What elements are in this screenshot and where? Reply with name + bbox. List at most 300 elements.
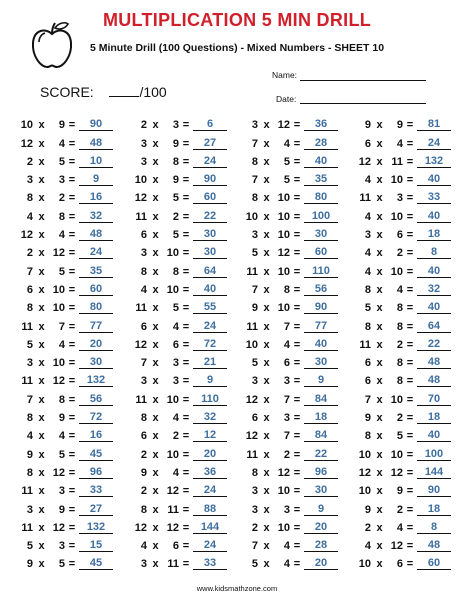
factor-b: 9 (396, 119, 403, 132)
problem-row (18, 223, 113, 241)
factor-a: 8 (364, 320, 371, 333)
answer-field[interactable]: 60 (79, 283, 113, 296)
answer-field[interactable]: 77 (304, 320, 338, 333)
times-sign: x (38, 540, 45, 553)
factor-a: 3 (26, 357, 33, 370)
answer-field[interactable]: 24 (193, 484, 227, 497)
equals-sign: = (68, 393, 76, 406)
factor-a: 3 (364, 229, 371, 242)
answer-field[interactable]: 110 (304, 265, 338, 278)
times-sign: x (376, 320, 383, 333)
answer-field[interactable]: 132 (417, 155, 451, 168)
factor-b: 9 (396, 485, 403, 498)
factor-a: 6 (140, 320, 147, 333)
answer-field[interactable]: 36 (193, 466, 227, 479)
factor-b: 10 (390, 174, 403, 187)
equals-sign: = (293, 174, 301, 187)
equals-sign: = (68, 137, 76, 150)
answer-field[interactable]: 40 (304, 155, 338, 168)
answer-field[interactable]: 40 (193, 283, 227, 296)
factor-b: 4 (283, 338, 290, 351)
name-field[interactable] (300, 80, 426, 81)
factor-b: 4 (58, 338, 65, 351)
factor-b: 5 (58, 448, 65, 461)
problem-row (356, 552, 451, 570)
problem-row (243, 186, 338, 204)
equals-sign: = (68, 302, 76, 315)
answer-field[interactable]: 90 (193, 173, 227, 186)
factor-a: 11 (21, 375, 33, 388)
equals-sign: = (293, 265, 301, 278)
times-sign: x (38, 412, 45, 425)
equals-sign: = (406, 485, 414, 498)
times-sign: x (376, 375, 383, 388)
problem-row (18, 552, 113, 570)
times-sign: x (38, 466, 45, 479)
factor-a: 11 (21, 521, 33, 534)
equals-sign: = (68, 320, 76, 333)
answer-field[interactable]: 96 (304, 466, 338, 479)
answer-field[interactable]: 9 (304, 503, 338, 516)
answer-field[interactable]: 144 (417, 466, 451, 479)
answer-field[interactable]: 33 (79, 484, 113, 497)
factor-a: 7 (26, 265, 33, 278)
problem-row (18, 168, 113, 186)
answer-field[interactable]: 30 (79, 356, 113, 369)
factor-b: 6 (396, 229, 403, 242)
problem-row (243, 479, 338, 497)
answer-field[interactable]: 100 (304, 210, 338, 223)
answer-field[interactable]: 81 (417, 118, 451, 131)
factor-b: 4 (58, 137, 65, 150)
equals-sign: = (293, 521, 301, 534)
problem-row (132, 497, 227, 515)
answer-field[interactable]: 70 (417, 393, 451, 406)
answer-field[interactable]: 10 (79, 155, 113, 168)
times-sign: x (263, 485, 270, 498)
answer-field[interactable]: 22 (417, 338, 451, 351)
answer-field[interactable]: 16 (79, 429, 113, 442)
factor-b: 10 (52, 302, 65, 315)
factor-b: 3 (396, 192, 403, 205)
times-sign: x (152, 448, 159, 461)
factor-a: 8 (26, 192, 33, 205)
factor-a: 6 (364, 137, 371, 150)
factor-a: 2 (251, 521, 258, 534)
times-sign: x (263, 174, 270, 187)
factor-b: 3 (283, 503, 290, 516)
times-sign: x (376, 412, 383, 425)
times-sign: x (152, 485, 159, 498)
answer-field[interactable]: 48 (417, 356, 451, 369)
factor-a: 11 (135, 393, 147, 406)
equals-sign: = (293, 448, 301, 461)
factor-a: 7 (140, 357, 147, 370)
equals-sign: = (406, 412, 414, 425)
equals-sign: = (68, 448, 76, 461)
answer-field[interactable]: 96 (79, 466, 113, 479)
equals-sign: = (182, 338, 190, 351)
factor-b: 8 (396, 375, 403, 388)
equals-sign: = (293, 137, 301, 150)
equals-sign: = (68, 357, 76, 370)
answer-field[interactable]: 64 (417, 320, 451, 333)
factor-b: 4 (283, 558, 290, 571)
answer-field[interactable]: 88 (193, 503, 227, 516)
answer-field[interactable]: 20 (304, 557, 338, 570)
factor-b: 6 (172, 540, 179, 553)
answer-field[interactable]: 9 (304, 374, 338, 387)
answer-field[interactable]: 22 (304, 448, 338, 461)
answer-field[interactable]: 90 (79, 118, 113, 131)
answer-field[interactable]: 40 (417, 429, 451, 442)
factor-b: 6 (172, 338, 179, 351)
answer-field[interactable]: 24 (417, 137, 451, 150)
factor-b: 5 (58, 558, 65, 571)
answer-field[interactable]: 28 (304, 539, 338, 552)
equals-sign: = (68, 119, 76, 132)
times-sign: x (152, 247, 159, 260)
times-sign: x (152, 558, 159, 571)
problem-row (18, 479, 113, 497)
times-sign: x (376, 338, 383, 351)
factor-b: 12 (277, 119, 290, 132)
equals-sign: = (293, 229, 301, 242)
answer-field[interactable]: 45 (79, 448, 113, 461)
problem-row (356, 113, 451, 131)
answer-field[interactable]: 32 (193, 411, 227, 424)
factor-b: 12 (52, 375, 65, 388)
times-sign: x (38, 503, 45, 516)
answer-field[interactable]: 40 (417, 301, 451, 314)
factor-a: 2 (26, 247, 33, 260)
answer-field[interactable]: 9 (193, 374, 227, 387)
times-sign: x (152, 283, 159, 296)
times-sign: x (376, 283, 383, 296)
factor-b: 12 (52, 466, 65, 479)
answer-field[interactable]: 132 (79, 374, 113, 387)
answer-field[interactable]: 132 (79, 521, 113, 534)
answer-field[interactable]: 84 (304, 393, 338, 406)
equals-sign: = (182, 540, 190, 553)
factor-a: 12 (245, 393, 258, 406)
answer-field[interactable]: 72 (193, 338, 227, 351)
equals-sign: = (68, 210, 76, 223)
problem-row (243, 296, 338, 314)
problem-row (243, 314, 338, 332)
answer-field[interactable]: 40 (417, 210, 451, 223)
factor-a: 5 (364, 302, 371, 315)
factor-b: 3 (58, 485, 65, 498)
answer-field[interactable]: 100 (417, 448, 451, 461)
factor-a: 12 (20, 137, 33, 150)
factor-a: 3 (26, 503, 33, 516)
factor-b: 5 (172, 229, 179, 242)
factor-a: 8 (364, 430, 371, 443)
answer-field[interactable]: 60 (193, 191, 227, 204)
answer-field[interactable]: 24 (79, 246, 113, 259)
answer-field[interactable]: 24 (193, 539, 227, 552)
answer-field[interactable]: 72 (79, 411, 113, 424)
factor-b: 7 (283, 320, 290, 333)
date-field[interactable] (300, 103, 426, 104)
answer-field[interactable]: 24 (193, 155, 227, 168)
answer-field[interactable]: 56 (304, 283, 338, 296)
problem-row (356, 131, 451, 149)
factor-a: 4 (364, 174, 371, 187)
factor-a: 3 (140, 137, 147, 150)
problem-row (243, 259, 338, 277)
factor-a: 3 (140, 375, 147, 388)
factor-b: 2 (396, 503, 403, 516)
factor-a: 11 (21, 320, 33, 333)
times-sign: x (376, 521, 383, 534)
times-sign: x (376, 302, 383, 315)
answer-field[interactable]: 32 (417, 283, 451, 296)
problem-row (132, 259, 227, 277)
answer-field[interactable]: 20 (193, 448, 227, 461)
times-sign: x (263, 466, 270, 479)
factor-b: 8 (396, 302, 403, 315)
answer-field[interactable]: 27 (79, 503, 113, 516)
factor-b: 3 (58, 540, 65, 553)
answer-field[interactable]: 56 (79, 393, 113, 406)
answer-field[interactable]: 40 (304, 338, 338, 351)
times-sign: x (263, 503, 270, 516)
answer-field[interactable]: 30 (304, 228, 338, 241)
factor-a: 10 (245, 338, 258, 351)
times-sign: x (263, 540, 270, 553)
problem-row (132, 333, 227, 351)
problem-row (18, 241, 113, 259)
factor-a: 3 (26, 174, 33, 187)
problem-row (356, 424, 451, 442)
answer-field[interactable]: 8 (417, 521, 451, 534)
answer-field[interactable]: 20 (304, 521, 338, 534)
problem-row (243, 552, 338, 570)
problem-row (18, 186, 113, 204)
equals-sign: = (293, 192, 301, 205)
score-blank[interactable] (109, 83, 139, 97)
answer-field[interactable]: 15 (79, 539, 113, 552)
factor-a: 3 (140, 247, 147, 260)
answer-field[interactable]: 90 (304, 301, 338, 314)
problem-row (18, 406, 113, 424)
answer-field[interactable]: 80 (304, 191, 338, 204)
problem-row (18, 150, 113, 168)
problem-row (132, 387, 227, 405)
answer-field[interactable]: 28 (304, 137, 338, 150)
equals-sign: = (182, 503, 190, 516)
equals-sign: = (182, 430, 190, 443)
equals-sign: = (293, 320, 301, 333)
answer-field[interactable]: 84 (304, 429, 338, 442)
times-sign: x (263, 558, 270, 571)
answer-field[interactable]: 45 (79, 557, 113, 570)
times-sign: x (263, 247, 270, 260)
factor-b: 11 (167, 558, 179, 571)
answer-field[interactable]: 40 (417, 265, 451, 278)
equals-sign: = (68, 412, 76, 425)
answer-field[interactable]: 6 (193, 118, 227, 131)
factor-b: 8 (172, 155, 179, 168)
answer-field[interactable]: 64 (193, 265, 227, 278)
factor-a: 7 (251, 283, 258, 296)
times-sign: x (38, 393, 45, 406)
equals-sign: = (182, 558, 190, 571)
answer-field[interactable]: 55 (193, 301, 227, 314)
factor-b: 6 (283, 357, 290, 370)
problem-row (18, 442, 113, 460)
answer-field[interactable]: 48 (417, 374, 451, 387)
factor-a: 12 (20, 229, 33, 242)
answer-field[interactable]: 30 (304, 484, 338, 497)
answer-field[interactable]: 35 (79, 265, 113, 278)
answer-field[interactable]: 48 (79, 137, 113, 150)
problem-row (18, 534, 113, 552)
times-sign: x (152, 393, 159, 406)
answer-field[interactable]: 16 (79, 191, 113, 204)
answer-field[interactable]: 33 (417, 191, 451, 204)
equals-sign: = (406, 448, 414, 461)
problem-row (132, 113, 227, 131)
equals-sign: = (182, 265, 190, 278)
equals-sign: = (406, 521, 414, 534)
times-sign: x (263, 229, 270, 242)
answer-field[interactable]: 30 (304, 356, 338, 369)
factor-b: 10 (166, 283, 179, 296)
answer-field[interactable]: 22 (193, 210, 227, 223)
factor-a: 8 (140, 265, 147, 278)
factor-a: 2 (140, 119, 147, 132)
factor-a: 8 (251, 466, 258, 479)
factor-a: 11 (359, 338, 371, 351)
times-sign: x (38, 265, 45, 278)
times-sign: x (152, 338, 159, 351)
answer-field[interactable]: 35 (304, 173, 338, 186)
factor-b: 10 (277, 210, 290, 223)
answer-field[interactable]: 60 (304, 246, 338, 259)
times-sign: x (263, 155, 270, 168)
problem-row (356, 516, 451, 534)
answer-field[interactable]: 12 (193, 429, 227, 442)
answer-field[interactable]: 9 (79, 173, 113, 186)
answer-field[interactable]: 18 (417, 503, 451, 516)
answer-field[interactable]: 90 (417, 484, 451, 497)
times-sign: x (263, 357, 270, 370)
answer-field[interactable]: 8 (417, 246, 451, 259)
factor-a: 5 (251, 247, 258, 260)
problem-row (356, 351, 451, 369)
equals-sign: = (68, 466, 76, 479)
factor-a: 12 (134, 338, 147, 351)
problem-row (243, 278, 338, 296)
answer-field[interactable]: 18 (417, 411, 451, 424)
answer-field[interactable]: 48 (79, 228, 113, 241)
equals-sign: = (406, 393, 414, 406)
factor-a: 5 (251, 558, 258, 571)
answer-field[interactable]: 32 (79, 210, 113, 223)
problem-row (132, 461, 227, 479)
answer-field[interactable]: 24 (193, 320, 227, 333)
factor-b: 2 (396, 412, 403, 425)
times-sign: x (263, 265, 270, 278)
answer-field[interactable]: 48 (417, 539, 451, 552)
factor-a: 9 (26, 558, 33, 571)
answer-field[interactable]: 77 (79, 320, 113, 333)
answer-field[interactable]: 144 (193, 521, 227, 534)
problem-row (356, 314, 451, 332)
answer-field[interactable]: 60 (417, 557, 451, 570)
score-line (40, 83, 167, 100)
equals-sign: = (68, 485, 76, 498)
score-label: SCORE: (40, 84, 94, 100)
name-label: Name: (272, 70, 298, 80)
problem-row (356, 241, 451, 259)
factor-b: 6 (396, 558, 403, 571)
times-sign: x (263, 302, 270, 315)
equals-sign: = (182, 192, 190, 205)
problem-row (132, 534, 227, 552)
equals-sign: = (406, 302, 414, 315)
answer-field[interactable]: 18 (417, 228, 451, 241)
problem-row (243, 113, 338, 131)
equals-sign: = (182, 375, 190, 388)
equals-sign: = (406, 192, 414, 205)
factor-b: 10 (277, 192, 290, 205)
times-sign: x (38, 302, 45, 315)
factor-b: 10 (277, 302, 290, 315)
answer-field[interactable]: 33 (193, 557, 227, 570)
answer-field[interactable]: 110 (193, 393, 227, 406)
factor-a: 3 (140, 155, 147, 168)
factor-b: 5 (283, 155, 290, 168)
factor-b: 2 (172, 210, 179, 223)
factor-b: 4 (283, 137, 290, 150)
factor-b: 5 (58, 155, 65, 168)
answer-field[interactable]: 30 (193, 246, 227, 259)
factor-a: 6 (140, 430, 147, 443)
equals-sign: = (293, 485, 301, 498)
factor-b: 2 (58, 192, 65, 205)
times-sign: x (38, 247, 45, 260)
factor-b: 10 (390, 210, 403, 223)
times-sign: x (263, 137, 270, 150)
factor-a: 9 (364, 119, 371, 132)
answer-field[interactable]: 18 (304, 411, 338, 424)
answer-field[interactable]: 27 (193, 137, 227, 150)
times-sign: x (38, 192, 45, 205)
answer-field[interactable]: 40 (417, 173, 451, 186)
factor-b: 8 (283, 283, 290, 296)
answer-field[interactable]: 21 (193, 356, 227, 369)
answer-field[interactable]: 80 (79, 301, 113, 314)
factor-b: 10 (277, 229, 290, 242)
factor-b: 9 (172, 174, 179, 187)
answer-field[interactable]: 20 (79, 338, 113, 351)
factor-a: 12 (245, 430, 258, 443)
factor-b: 12 (390, 540, 403, 553)
times-sign: x (376, 466, 383, 479)
factor-b: 5 (396, 430, 403, 443)
answer-field[interactable]: 30 (193, 228, 227, 241)
times-sign: x (152, 192, 159, 205)
factor-a: 3 (140, 558, 147, 571)
factor-a: 12 (134, 192, 147, 205)
answer-field[interactable]: 36 (304, 118, 338, 131)
times-sign: x (38, 338, 45, 351)
equals-sign: = (293, 119, 301, 132)
